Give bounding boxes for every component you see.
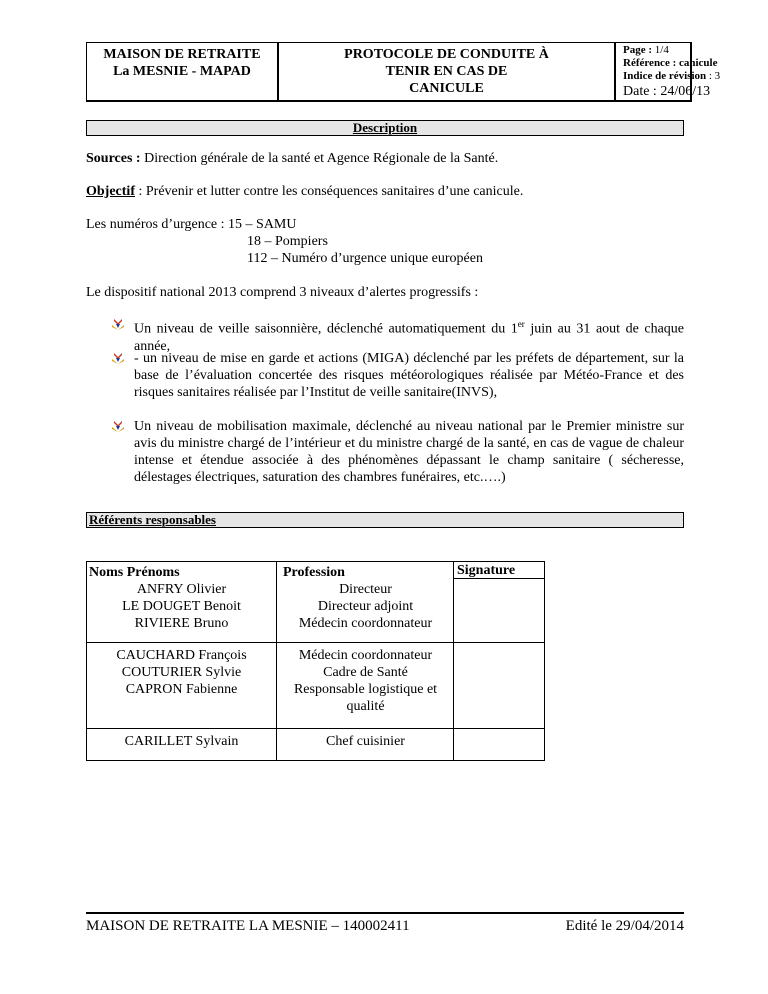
footer-rule: [86, 912, 684, 914]
referents-table: [86, 561, 454, 761]
footer-left: MAISON DE RETRAITE LA MESNIE – 140002411: [86, 918, 410, 934]
column-header-names: Noms Prénoms: [89, 565, 180, 580]
footer-right: Edité le 29/04/2014: [565, 918, 684, 934]
table-divider: [453, 642, 544, 643]
table-divider: [87, 642, 453, 643]
emergency-line-2: 18 – Pompiers: [247, 234, 328, 249]
revision-info: Indice de révision : 3: [623, 70, 721, 82]
reference-info: Référence : canicule: [623, 57, 718, 69]
table-divider: [453, 728, 544, 729]
emergency-line-3: 112 – Numéro d’urgence unique européen: [247, 251, 483, 266]
table-cell-profession: Médecin coordonnateur Cadre de Santé Responsable logistique et qualité: [293, 648, 438, 714]
title-line-2: TENIR EN CAS DE: [385, 64, 508, 79]
arrow-bullet-icon: [112, 353, 124, 364]
table-divider: [87, 728, 453, 729]
title-line-1: PROTOCOLE DE CONDUITE À: [344, 47, 549, 62]
header-title: [279, 43, 616, 100]
bullet-item-1: Un niveau de veille saisonnière, déclenché automatiquement du 1er juin au 31 aout de chaque année,: [134, 319, 685, 354]
date-info: Date : 24/06/13: [623, 84, 711, 99]
emergency-line-1: Les numéros d’urgence : 15 – SAMU: [86, 217, 297, 232]
header-organisation: [87, 43, 279, 100]
title-line-3: CANICULE: [409, 81, 484, 96]
header-meta: [616, 43, 721, 100]
org-line-1: MAISON DE RETRAITE: [103, 47, 261, 62]
table-cell-names: CARILLET Sylvain: [124, 734, 239, 749]
bullet-item-2: - un niveau de mise en garde et actions (MIGA) déclenché par les préfets de département, sur la base de l’évaluation concertée des risques météorologiques réalisée par Météo-France et des risques sanitaires réalisée par l’Institut de veille sanitaire(INVS),: [134, 351, 684, 400]
objectif-line: Objectif : Prévenir et lutter contre les conséquences sanitaires d’une canicule.: [86, 184, 524, 199]
column-header-profession: Profession: [283, 565, 345, 580]
arrow-bullet-icon: [112, 319, 124, 330]
section-referents-header: Référents responsables: [86, 512, 684, 528]
document-header: [86, 42, 721, 102]
table-cell-profession: Directeur Directeur adjoint Médecin coordonnateur: [298, 582, 433, 631]
bullet-item-3: Un niveau de mobilisation maximale, déclenché au niveau national par le Premier ministre sur avis du ministre chargé de l’intérieur et du ministre chargé de la santé, en cas de vague de chaleur intense et étendue associée à des phénomènes dépassant le champ sanitaire ( sécheresse, délestages électriques, saturation des chambres funéraires, etc.….): [134, 419, 684, 485]
sources-line: Sources : Direction générale de la santé et Agence Régionale de la Santé.: [86, 151, 499, 166]
org-line-2: La MESNIE - MAPAD: [113, 64, 251, 79]
arrow-bullet-icon: [112, 421, 124, 432]
page-info: Page : 1/4: [623, 44, 669, 56]
table-cell-profession: Chef cuisinier: [326, 734, 405, 749]
signature-column: [453, 561, 545, 761]
column-header-signature: Signature: [457, 563, 516, 578]
section-description-header: Description: [86, 120, 684, 136]
table-cell-names: CAUCHARD François COUTURIER Sylvie CAPRON Fabienne: [116, 648, 247, 697]
table-cell-names: ANFRY Olivier LE DOUGET Benoit RIVIERE Bruno: [122, 582, 241, 631]
dispositif-line: Le dispositif national 2013 comprend 3 niveaux d’alertes progressifs :: [86, 285, 479, 300]
